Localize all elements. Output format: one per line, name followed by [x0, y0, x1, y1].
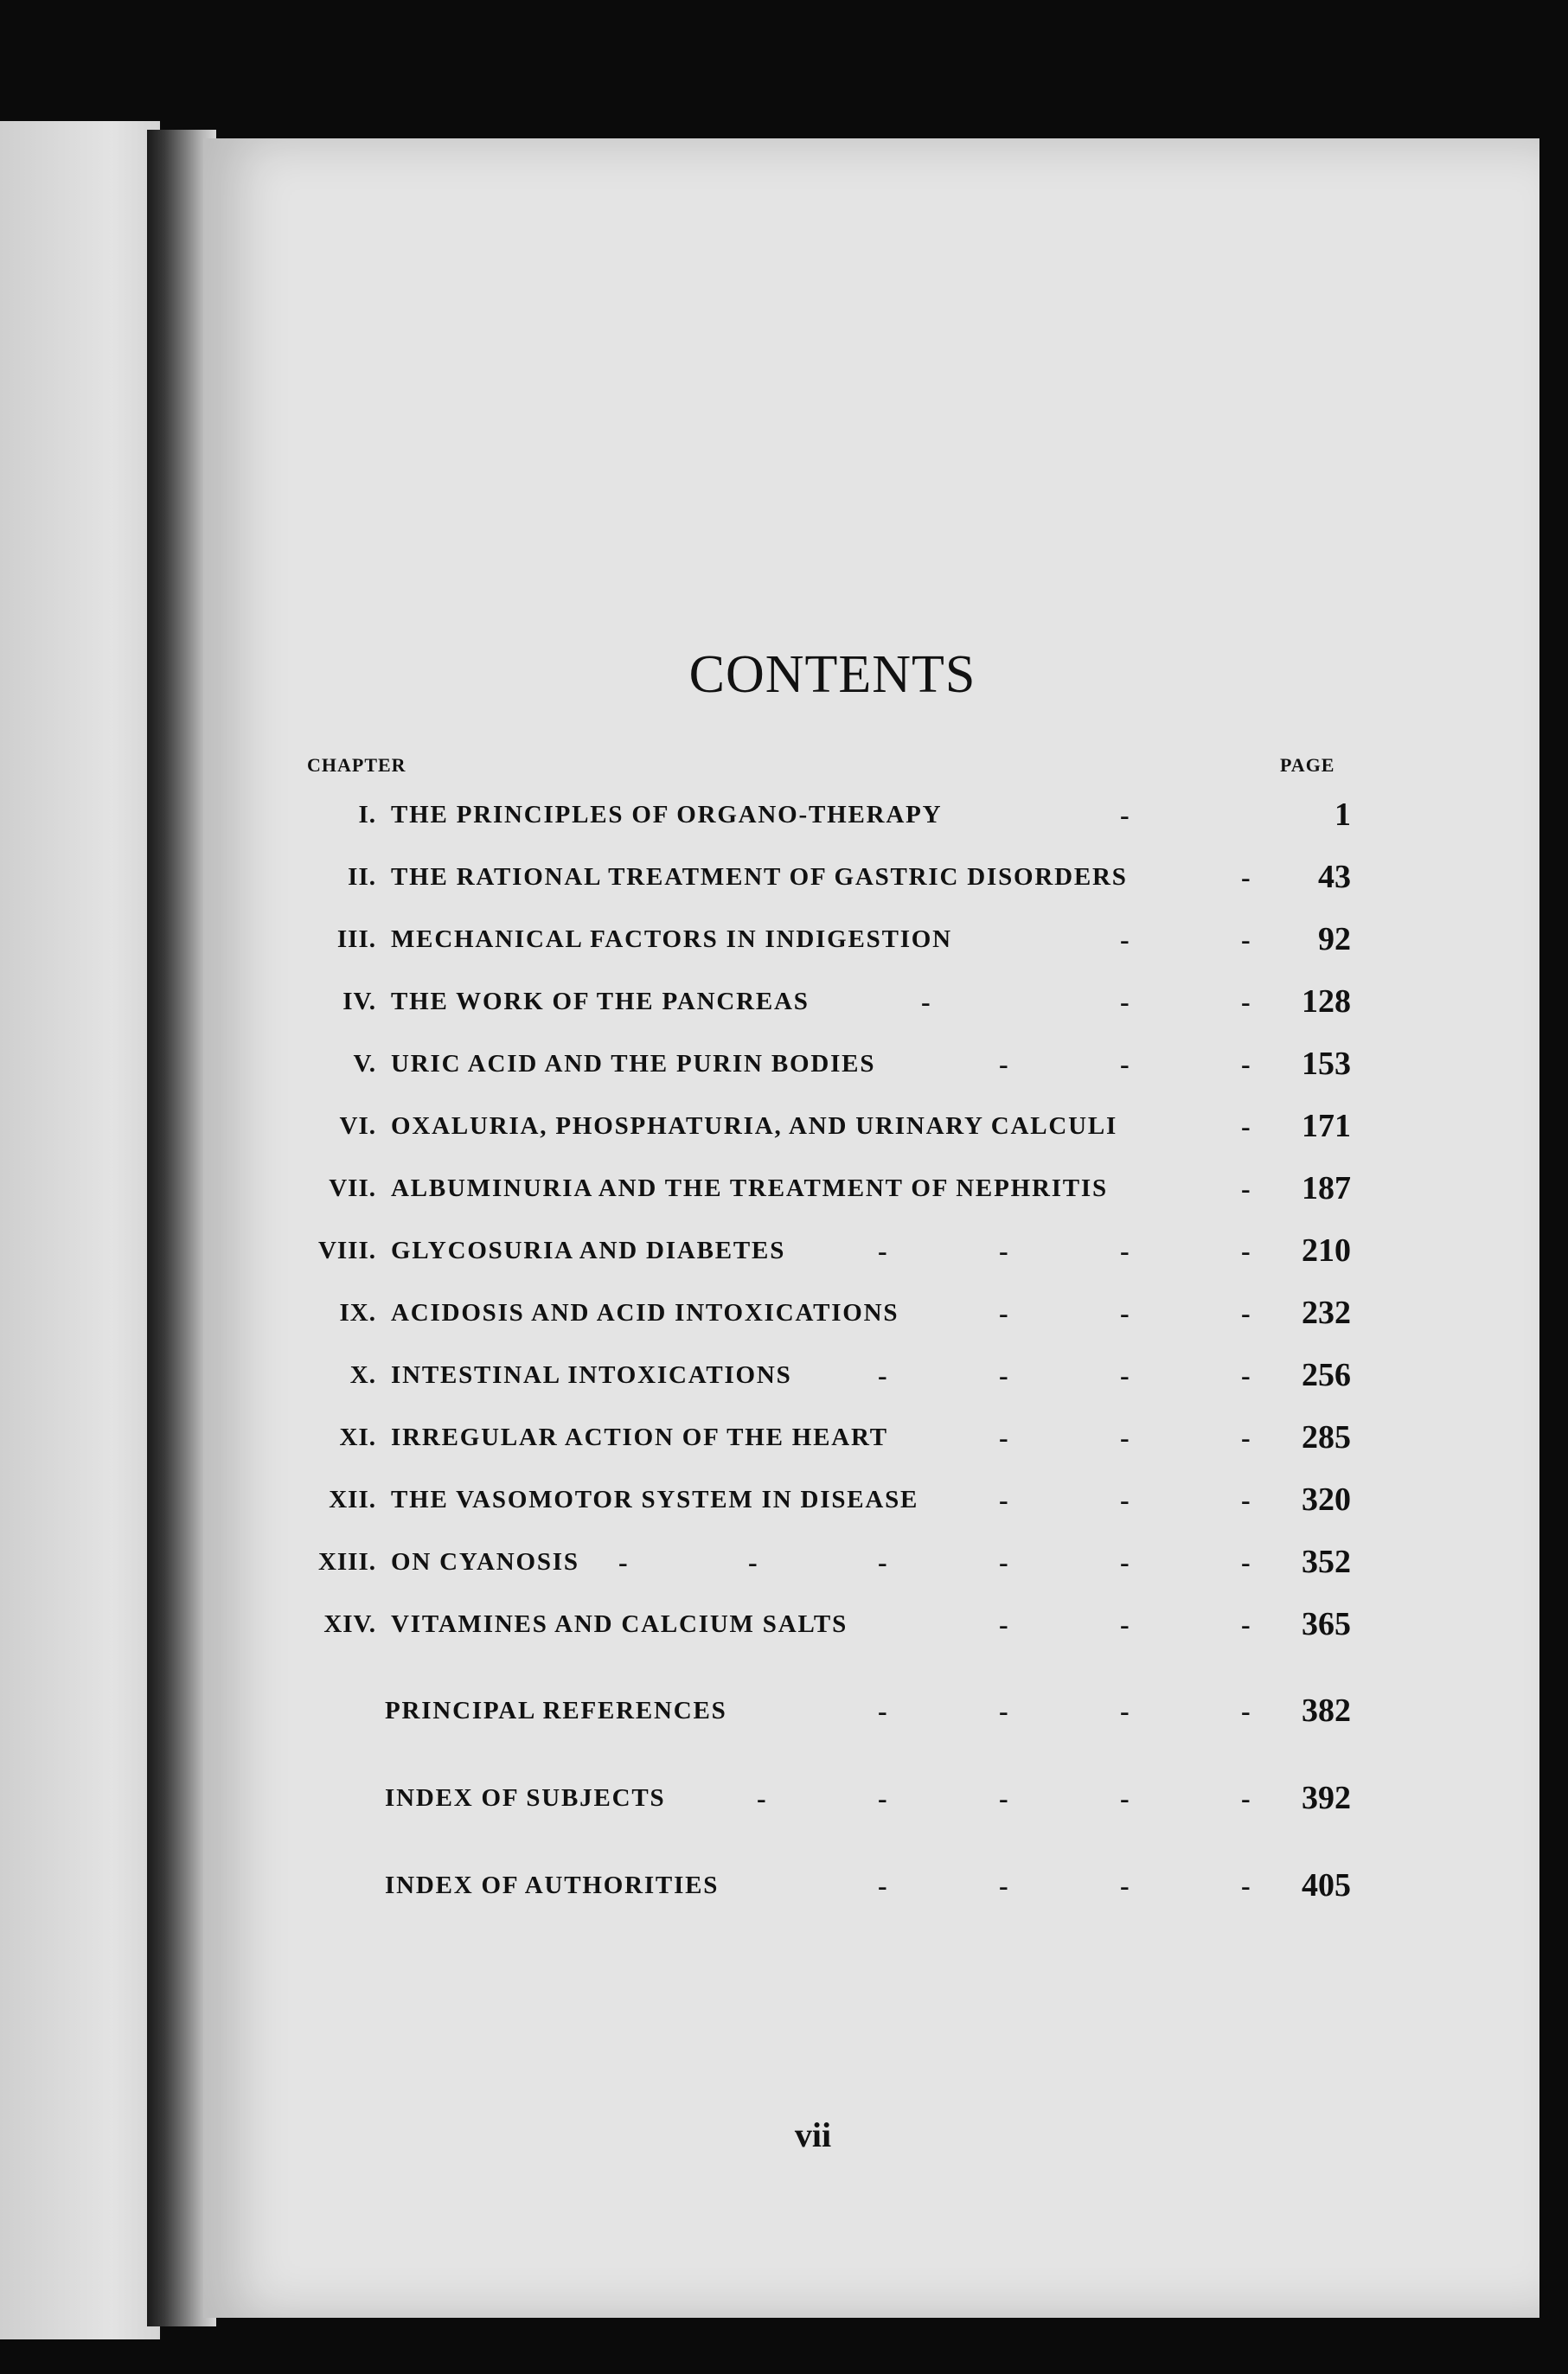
leader-dash: - [1241, 1782, 1251, 1814]
leader-dash: - [1120, 799, 1130, 830]
leader-dash: - [878, 1695, 887, 1726]
leader-dash: - [1241, 1297, 1251, 1328]
toc-entry [203, 1417, 1539, 1460]
page-reference: 256 [1302, 1357, 1351, 1393]
page-reference: 171 [1302, 1108, 1351, 1144]
chapter-number: XIII. [317, 1548, 376, 1576]
page-reference: 43 [1318, 859, 1351, 895]
leader-dash: - [878, 1360, 887, 1391]
chapter-title: OXALURIA, PHOSPHATURIA, AND URINARY CALCULI [391, 1112, 1118, 1140]
chapter-title: VITAMINES AND CALCIUM SALTS [391, 1610, 848, 1638]
leader-dash: - [999, 1297, 1008, 1328]
leader-dash: - [1241, 1870, 1251, 1901]
back-matter-entry [203, 1865, 1539, 1908]
leader-dash: - [999, 1870, 1008, 1901]
toc-entry [203, 918, 1539, 962]
back-matter-entry [203, 1690, 1539, 1733]
leader-dash: - [1241, 1546, 1251, 1577]
page-reference: 92 [1318, 921, 1351, 957]
leader-dash: - [999, 1484, 1008, 1515]
leader-dash: - [878, 1870, 887, 1901]
chapter-title: URIC ACID AND THE PURIN BODIES [391, 1050, 876, 1078]
section-title: PRINCIPAL REFERENCES [385, 1697, 727, 1725]
page-reference: 320 [1302, 1481, 1351, 1518]
page-reference: 232 [1302, 1295, 1351, 1331]
chapter-number: XIV. [323, 1610, 376, 1638]
toc-entry [203, 1354, 1539, 1398]
toc-entry [203, 1541, 1539, 1584]
leader-dash: - [1241, 1695, 1251, 1726]
toc-entry [203, 794, 1539, 837]
chapter-column-label: CHAPTER [307, 754, 406, 776]
chapter-number: VI. [339, 1112, 376, 1140]
chapter-number: XI. [339, 1424, 376, 1451]
leader-dash: - [1241, 861, 1251, 893]
toc-entry [203, 1230, 1539, 1273]
page-reference: 405 [1302, 1867, 1351, 1904]
page-title: CONTENTS [688, 645, 976, 704]
contents-page [203, 138, 1539, 2318]
leader-dash: - [1120, 986, 1130, 1017]
leader-dash: - [1120, 1360, 1130, 1391]
leader-dash: - [999, 1546, 1008, 1577]
page-reference: 210 [1302, 1232, 1351, 1269]
leader-dash: - [1120, 924, 1130, 955]
leader-dash: - [1241, 1484, 1251, 1515]
toc-entry [203, 1292, 1539, 1335]
leader-dash: - [1241, 1173, 1251, 1204]
leader-dash: - [1241, 986, 1251, 1017]
previous-page-edge [0, 121, 160, 2339]
page-number: vii [794, 2115, 832, 2154]
page-reference: 382 [1302, 1693, 1351, 1729]
page-reference: 1 [1334, 797, 1351, 833]
leader-dash: - [1241, 1422, 1251, 1453]
chapter-number: II. [348, 863, 376, 891]
leader-dash: - [999, 1048, 1008, 1079]
leader-dash: - [1241, 1360, 1251, 1391]
leader-dash: - [878, 1546, 887, 1577]
leader-dash: - [999, 1782, 1008, 1814]
chapter-number: X. [349, 1361, 376, 1389]
page-reference: 128 [1302, 983, 1351, 1020]
chapter-number: V. [353, 1050, 376, 1078]
chapter-title: IRREGULAR ACTION OF THE HEART [391, 1424, 888, 1451]
page-column-label: PAGE [1280, 754, 1335, 776]
chapter-title: ON CYANOSIS [391, 1548, 579, 1576]
leader-dash: - [878, 1235, 887, 1266]
chapter-title: ACIDOSIS AND ACID INTOXICATIONS [391, 1299, 899, 1327]
leader-dash: - [1120, 1422, 1130, 1453]
toc-entry [203, 981, 1539, 1024]
leader-dash: - [1241, 1110, 1251, 1142]
leader-dash: - [1241, 1048, 1251, 1079]
leader-dash: - [1120, 1695, 1130, 1726]
chapter-number: VII. [329, 1174, 376, 1202]
leader-dash: - [748, 1546, 758, 1577]
back-matter-entry [203, 1777, 1539, 1820]
chapter-number: III. [336, 925, 376, 953]
page-reference: 365 [1302, 1606, 1351, 1642]
chapter-title: INTESTINAL INTOXICATIONS [391, 1361, 792, 1389]
chapter-title: THE PRINCIPLES OF ORGANO-THERAPY [391, 801, 943, 829]
leader-dash: - [921, 986, 931, 1017]
chapter-title: THE VASOMOTOR SYSTEM IN DISEASE [391, 1486, 919, 1513]
toc-entry [203, 1168, 1539, 1211]
leader-dash: - [1241, 924, 1251, 955]
leader-dash: - [1120, 1870, 1130, 1901]
chapter-number: IX. [339, 1299, 376, 1327]
page-reference: 352 [1302, 1544, 1351, 1580]
page-reference: 392 [1302, 1780, 1351, 1816]
section-title: INDEX OF AUTHORITIES [385, 1872, 720, 1899]
chapter-number: IV. [342, 988, 376, 1015]
leader-dash: - [1241, 1235, 1251, 1266]
leader-dash: - [999, 1422, 1008, 1453]
section-title: INDEX OF SUBJECTS [385, 1784, 666, 1812]
leader-dash: - [1241, 1609, 1251, 1640]
leader-dash: - [999, 1235, 1008, 1266]
leader-dash: - [1120, 1235, 1130, 1266]
toc-entry [203, 1603, 1539, 1647]
chapter-title: THE RATIONAL TREATMENT OF GASTRIC DISORDERS [391, 863, 1128, 891]
chapter-title: ALBUMINURIA AND THE TREATMENT OF NEPHRITIS [391, 1174, 1108, 1202]
leader-dash: - [1120, 1609, 1130, 1640]
leader-dash: - [999, 1609, 1008, 1640]
leader-dash: - [999, 1695, 1008, 1726]
leader-dash: - [1120, 1048, 1130, 1079]
leader-dash: - [878, 1782, 887, 1814]
page-reference: 187 [1302, 1170, 1351, 1206]
chapter-title: GLYCOSURIA AND DIABETES [391, 1237, 786, 1264]
toc-entry [203, 1479, 1539, 1522]
leader-dash: - [618, 1546, 628, 1577]
leader-dash: - [1120, 1782, 1130, 1814]
chapter-title: THE WORK OF THE PANCREAS [391, 988, 810, 1015]
toc-entry [203, 1043, 1539, 1086]
chapter-number: XII. [329, 1486, 376, 1513]
chapter-number: VIII. [317, 1237, 376, 1264]
toc-entry [203, 1105, 1539, 1149]
page-reference: 153 [1302, 1046, 1351, 1082]
leader-dash: - [1120, 1484, 1130, 1515]
page-reference: 285 [1302, 1419, 1351, 1456]
leader-dash: - [1120, 1297, 1130, 1328]
chapter-number: I. [358, 801, 376, 829]
leader-dash: - [757, 1782, 766, 1814]
leader-dash: - [999, 1360, 1008, 1391]
toc-entry [203, 856, 1539, 899]
chapter-title: MECHANICAL FACTORS IN INDIGESTION [391, 925, 952, 953]
leader-dash: - [1120, 1546, 1130, 1577]
